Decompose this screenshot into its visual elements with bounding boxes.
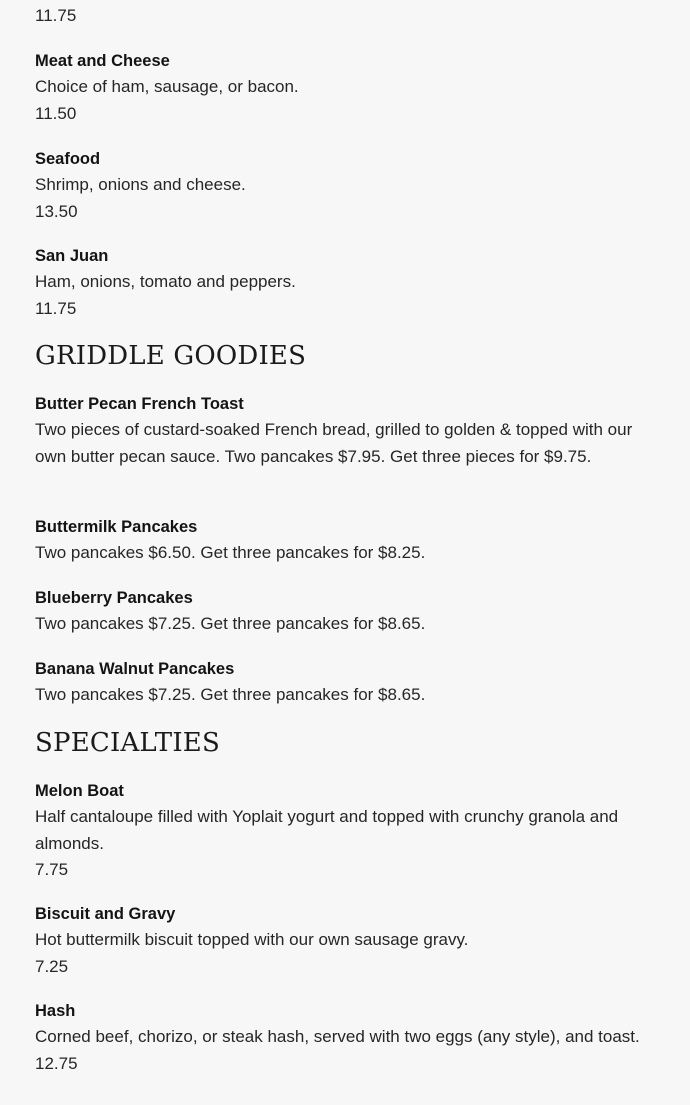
menu-item	[35, 585, 660, 638]
menu-item-name: Melon Boat	[35, 782, 124, 800]
menu-item-name: Seafood	[35, 150, 101, 168]
menu-item-price: 13.50	[35, 201, 78, 221]
menu-item	[35, 391, 660, 470]
menu-item	[35, 243, 660, 322]
menu-item-name: Biscuit and Gravy	[35, 905, 176, 923]
menu-item-description: Two pancakes $7.25. Get three pancakes for $8.65.	[35, 614, 426, 633]
menu-item	[35, 514, 660, 567]
menu-item-description: Half cantaloupe filled with Yoplait yogurt and topped with crunchy granola and almonds.	[35, 807, 619, 853]
menu-item-price: 12.75	[35, 1053, 78, 1073]
menu-item	[35, 656, 660, 709]
menu-item-description: Two pancakes $7.25. Get three pancakes for $8.65.	[35, 685, 426, 704]
menu-item-name: Butter Pecan French Toast	[35, 395, 244, 413]
menu-item-price: 7.75	[35, 860, 69, 879]
menu-item-name: Blueberry Pancakes	[35, 589, 193, 607]
menu-item-description: Shrimp, onions and cheese.	[35, 175, 246, 194]
menu-item-description: Choice of ham, sausage, or bacon.	[35, 77, 299, 96]
menu-item-name: Buttermilk Pancakes	[35, 518, 198, 536]
menu-item-price: 11.50	[35, 103, 77, 123]
section-title-griddle-goodies: GRIDDLE GOODIES	[35, 341, 307, 371]
menu-item-description: Two pieces of custard-soaked French bread, grilled to golden & topped with our own butter pecan sauce. Two pancakes $7.95. Get three pieces for $9.75.	[35, 420, 633, 466]
menu-item	[35, 778, 660, 883]
menu-item	[35, 901, 660, 980]
menu-item-name: Banana Walnut Pancakes	[35, 660, 235, 678]
menu-item-name: San Juan	[35, 247, 109, 265]
menu-item-description: Two pancakes $6.50. Get three pancakes for $8.25.	[35, 543, 426, 562]
menu-item-price: 11.75	[35, 6, 77, 25]
section-title-specialties: SPECIALTIES	[35, 728, 220, 758]
menu-item	[35, 146, 660, 225]
menu-item-description: Corned beef, chorizo, or steak hash, served with two eggs (any style), and toast.	[35, 1027, 640, 1046]
menu-item-description: Hot buttermilk biscuit topped with our own sausage gravy.	[35, 930, 469, 949]
menu-item-price: 11.75	[35, 298, 77, 318]
menu-item-description: Ham, onions, tomato and peppers.	[35, 272, 296, 291]
menu-item	[35, 998, 660, 1077]
menu-item-price: 7.25	[35, 956, 69, 976]
menu-item-name: Meat and Cheese	[35, 52, 170, 70]
menu-item	[35, 48, 660, 127]
menu-item-name: Hash	[35, 1002, 76, 1020]
